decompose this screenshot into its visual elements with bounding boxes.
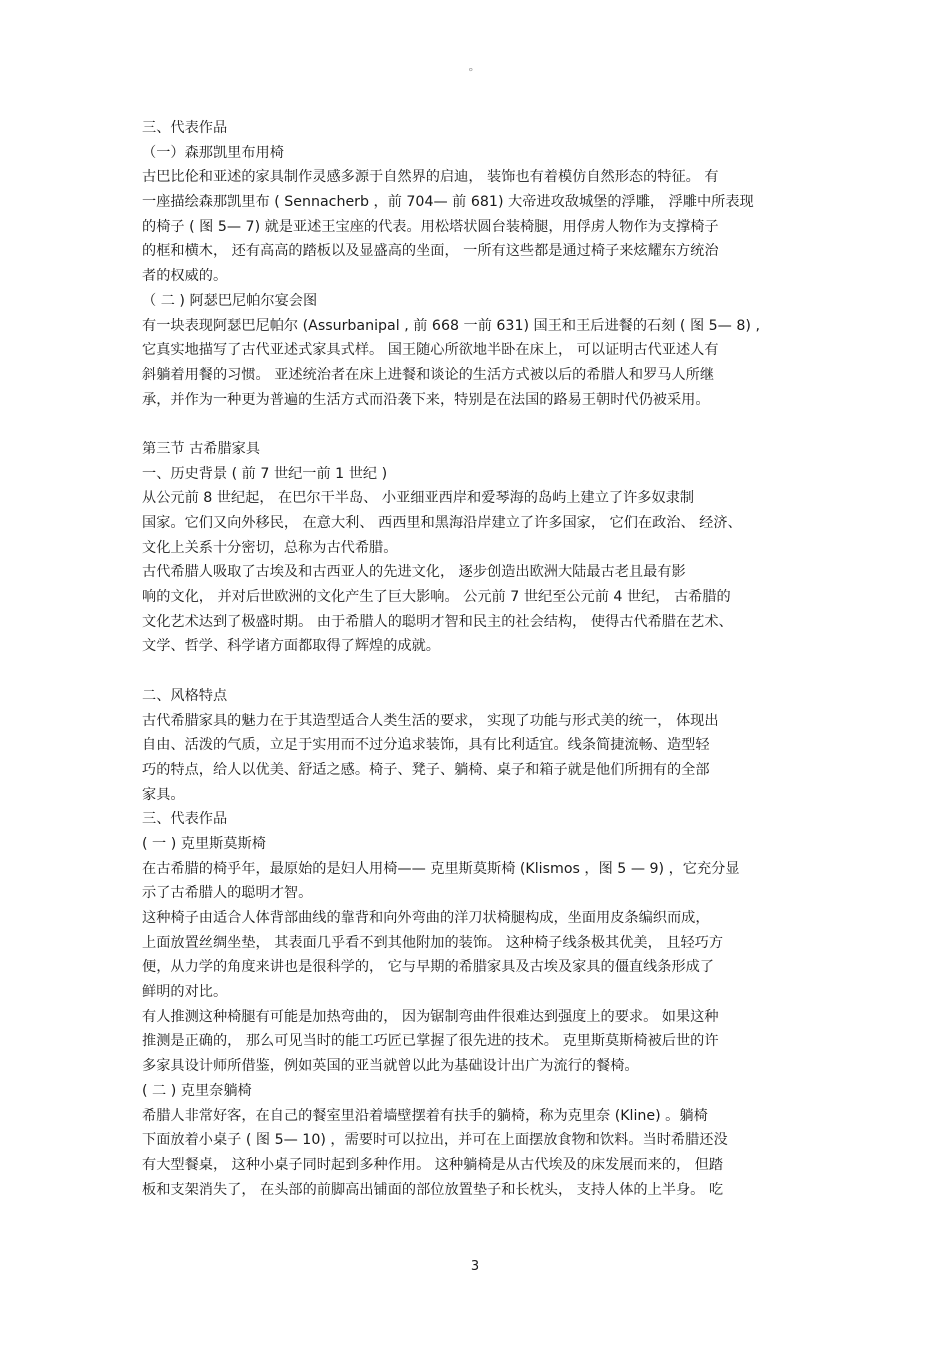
text-line: 板和支架消失了， 在头部的前脚高出铺面的部位放置垫子和长枕头， 支持人体的上半身。 吃 (142, 1181, 724, 1198)
text-line: 这种椅子由适合人体背部曲线的靠背和向外弯曲的洋刀状椅腿构成，坐面用皮条编织而成， (142, 910, 710, 926)
text-line: 上面放置丝绸坐垫， 其表面几乎看不到其他附加的装饰。 这种椅子线条极其优美， 且轻巧方 (142, 934, 724, 951)
text-line: （ 二 ) 阿瑟巴尼帕尔宴会图 (142, 292, 318, 309)
text-line: 古代希腊人吸取了古埃及和古西亚人的先进文化， 逐步创造出欧洲大陆最古老且最有影 (142, 564, 686, 581)
text-line: 第三节 古希腊家具 (142, 440, 261, 457)
text-line: 有大型餐桌， 这种小桌子同时起到多种作用。 这种躺椅是从古代埃及的床发展而来的， 但踏 (142, 1156, 724, 1173)
text-line: ( 一 ) 克里斯莫斯椅 (142, 835, 266, 852)
text-line: 的框和横木， 还有高高的踏板以及显盛高的坐面， 一所有这些都是通过椅子来炫耀东方统治 (142, 243, 719, 260)
text-line: 三、代表作品 (142, 120, 228, 136)
text-line: 三、代表作品 (142, 811, 228, 828)
body-text (142, 116, 812, 1202)
text-line: 下面放着小桌子 ( 图 5— 10) ，需要时可以拉出，并可在上面摆放食物和饮料。当时希腊还没 (142, 1132, 728, 1149)
text-line: 斜躺着用餐的习惯。 亚述统治者在床上进餐和谈论的生活方式被以后的希腊人和罗马人所继 (142, 366, 715, 383)
text-line: 家具。 (142, 786, 185, 803)
text-line: （一）森那凯里布用椅 (142, 144, 284, 161)
text-line: 在古希腊的椅乎年，最原始的是妇人用椅—— 克里斯莫斯椅 (Klismos ，图 5 — 9) ，它充分显 (142, 860, 740, 877)
paragraph-gap (142, 412, 812, 437)
header-mark: ° (468, 66, 474, 79)
page-number: 3 (470, 1259, 480, 1274)
text-line: 有一块表现阿瑟巴尼帕尔 (Assurbanipal , 前 668 一前 631) 国王和王后进餐的石刻 ( 图 5— 8) , (142, 317, 760, 334)
text-line: 有人推测这种椅腿有可能是加热弯曲的， 因为锯制弯曲件很难达到强度上的要求。 如果这种 (142, 1008, 719, 1025)
text-line: 的椅子 ( 图 5— 7) 就是亚述王宝座的代表。用松塔状圆台装椅腿，用俘虏人物作为支撑椅子 (142, 218, 719, 235)
text-line: 文学、哲学、科学诸方面都取得了辉煌的成就。 (142, 638, 440, 655)
text-line: 承，并作为一种更为普遍的生活方式而沿袭下来，特别是在法国的路易王朝时代仍被采用。 (142, 391, 710, 408)
text-line: ( 二 ) 克里奈躺椅 (142, 1082, 252, 1099)
text-line: 便，从力学的角度来讲也是很科学的， 它与早期的希腊家具及古埃及家具的僵直线条形成了 (142, 959, 715, 976)
text-line: 国家。它们又向外移民， 在意大利、 西西里和黑海沿岸建立了许多国家， 它们在政治、 经济、 (142, 515, 742, 531)
text-line: 自由、活泼的气质，立足于实用而不过分追求装饰，具有比利适宜。线条简捷流畅、造型轻 (142, 737, 710, 754)
text-line: 从公元前 8 世纪起， 在巴尔干半岛、 小亚细亚西岸和爱琴海的岛屿上建立了许多奴隶制 (142, 490, 695, 507)
text-line: 响的文化， 并对后世欧洲的文化产生了巨大影响。 公元前 7 世纪至公元前 4 世纪， 古希腊的 (142, 589, 731, 606)
text-line: 多家具设计师所借鉴，例如英国的亚当就曾以此为基础设计出广为流行的餐椅。 (142, 1058, 639, 1075)
text-line: 文化艺术达到了极盛时期。 由于希腊人的聪明才智和民主的社会结构， 使得古代希腊在艺术、 (142, 613, 733, 630)
text-line: 巧的特点，给人以优美、舒适之感。椅子、凳子、躺椅、桌子和箱子就是他们所拥有的全部 (142, 761, 710, 778)
text-line: 示了古希腊人的聪明才智。 (142, 885, 313, 902)
text-line: 希腊人非常好客，在自己的餐室里沿着墙壁摆着有扶手的躺椅，称为克里奈 (Kline) 。躺椅 (142, 1107, 708, 1124)
text-line: 推测是正确的， 那么可见当时的能工巧匠已掌握了很先进的技术。 克里斯莫斯椅被后世的许 (142, 1033, 719, 1050)
text-line: 者的权威的。 (142, 268, 228, 285)
text-line: 文化上关系十分密切，总称为古代希腊。 (142, 539, 398, 556)
text-line: 它真实地描写了古代亚述式家具式样。 国王随心所欲地半卧在床上， 可以证明古代亚述人有 (142, 342, 719, 359)
paragraph-gap (142, 659, 812, 684)
text-line: 二、风格特点 (142, 687, 228, 704)
text-line: 一座描绘森那凯里布 ( Sennacherb ，前 704— 前 681) 大帝进攻敌城堡的浮雕， 浮雕中所表现 (142, 194, 754, 211)
text-line: 鲜明的对比。 (142, 984, 228, 1001)
text-line: 古代希腊家具的魅力在于其造型适合人类生活的要求， 实现了功能与形式美的统一， 体现出 (142, 712, 719, 729)
text-line: 古巴比伦和亚述的家具制作灵感多源于自然界的启迪， 装饰也有着模仿自然形态的特征。 有 (142, 169, 719, 186)
text-line: 一、历史背景 ( 前 7 世纪一前 1 世纪 ) (142, 465, 388, 482)
